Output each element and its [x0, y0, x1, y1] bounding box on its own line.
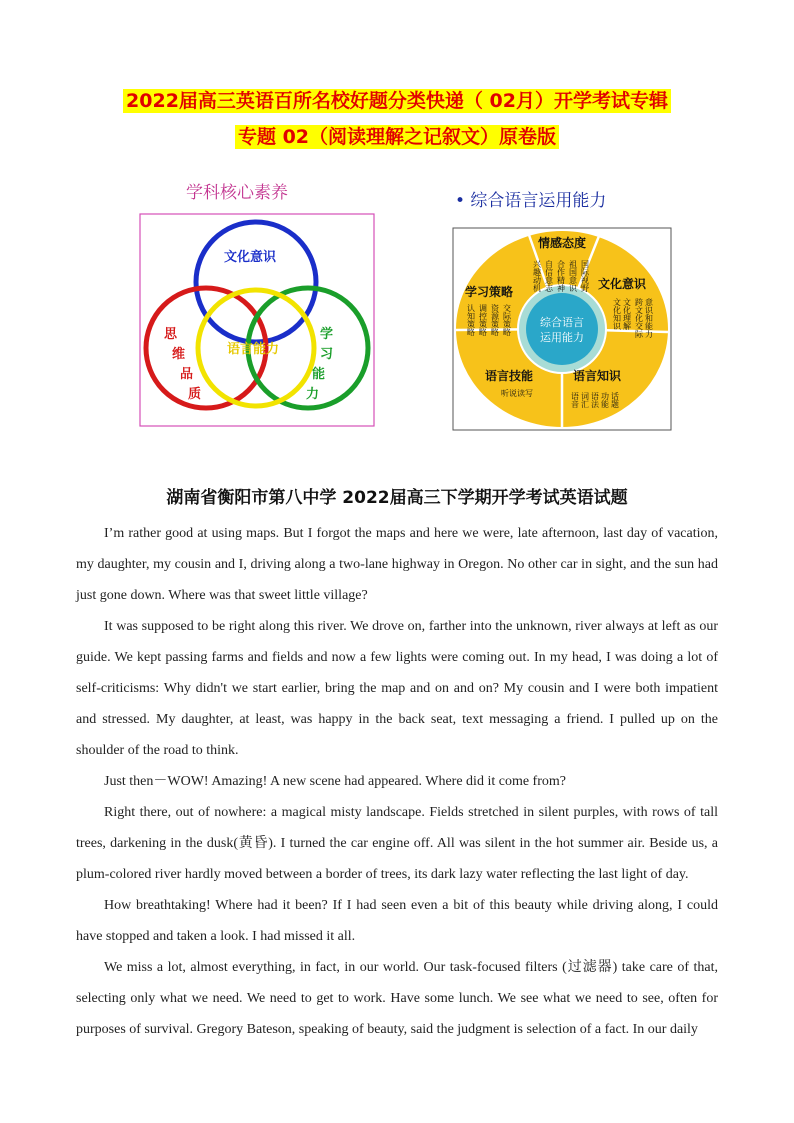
culture-sub-3: 跨文化交际	[634, 298, 644, 338]
document-title-line-1: 2022届高三英语百所名校好题分类快递（ 02月）开学考试专辑	[0, 86, 794, 113]
culture-label: 文化意识	[224, 250, 277, 265]
attitude-sub-3: 合作精神	[556, 260, 566, 292]
language-label: 语言能力	[227, 342, 280, 357]
paragraph: We miss a lot, almost everything, in fact, in our world. Our task-focused filters (过滤器) take care of that, selecting only what we need. We need to get to work. Have some lunch. We see what we need to see, often for purposes of survival. Gregory Bateson, speaking of beauty, said the judgment is selection of a fact. In our daily	[76, 960, 718, 1037]
thinking-label-4: 质	[188, 387, 202, 402]
learning-label-3: 能	[312, 367, 326, 382]
culture-sub-1: 文化知识	[612, 298, 622, 330]
attitude-sub-2: 自信意志	[544, 260, 554, 292]
learning-label-4: 力	[306, 387, 320, 402]
document-title-line-2: 专题 02（阅读理解之记叙文）原卷版	[0, 122, 794, 149]
exam-title: 湖南省衡阳市第八中学 2022届高三下学期开学考试英语试题	[166, 488, 628, 508]
thinking-label-3: 品	[180, 367, 194, 382]
learning-label-2: 习	[320, 347, 334, 362]
paragraph: It was supposed to be right along this river. We drove on, farther into the unknown, river always at left as our guide. We kept passing farms and fields and now a few lights were coming out. In my head, I was doing a lot of self-criticisms: Why didn't we start earlier, bring the map and on and on? My cousin and I were both impatient and stressed. My daughter, at least, was happy in the back seat, text messaging a friend. I pulled up on the shoulder of the road to think.	[76, 619, 718, 758]
knowledge-sub-2: 词汇	[580, 392, 590, 408]
strategy-sub-3: 资源策略	[490, 304, 500, 336]
attitude-sub-1: 兴趣动机	[532, 260, 542, 292]
culture-sub-2: 文化理解	[622, 298, 632, 330]
knowledge-sub-4: 功能	[600, 392, 610, 408]
reading-passage	[76, 518, 718, 1045]
strategy-sub-2: 调控策略	[478, 304, 488, 336]
attitude-label: 情感态度	[537, 236, 587, 250]
paragraph: I’m rather good at using maps. But I forgot the maps and here we were, late afternoon, last day of vacation, my daughter, my cousin and I, driving along a two-lane highway in Oregon. No other car in sight, and the sun had just gone down. Where was that sweet little village?	[76, 526, 718, 603]
strategy-sub-4: 交际策略	[502, 304, 512, 336]
language-ability-diagram	[447, 180, 677, 433]
skills-sub: 听说读写	[501, 389, 533, 398]
core-literacy-heading: 学科核心素养	[186, 183, 288, 203]
attitude-sub-5: 国际视野	[580, 260, 590, 292]
paragraph: Just then－WOW! Amazing! A new scene had appeared. Where did it come from?	[104, 774, 566, 789]
thinking-label-2: 维	[172, 347, 186, 362]
paragraph: How breathtaking! Where had it been? If I had seen even a bit of this beauty while driving along, I could have stopped and taken a look. I had missed it all.	[76, 898, 718, 944]
language-ability-heading: • 综合语言运用能力	[455, 191, 607, 211]
knowledge-sub-1: 语音	[570, 392, 580, 408]
attitude-sub-4: 祖国意识	[568, 260, 578, 292]
strategy-sub-1: 认知策略	[466, 304, 476, 336]
center-disc	[526, 293, 598, 365]
thinking-label-1: 思	[164, 327, 178, 342]
learning-label-1: 学	[320, 327, 334, 342]
skills-label: 语言技能	[484, 369, 534, 383]
culture-circle	[196, 222, 316, 342]
center-label-1: 综合语言	[540, 316, 584, 329]
core-literacy-diagram	[138, 170, 376, 428]
strategy-label: 学习策略	[464, 285, 514, 299]
knowledge-sub-3: 语法	[590, 392, 600, 408]
paragraph: Right there, out of nowhere: a magical misty landscape. Fields stretched in silent purples, with rows of tall trees, darkening in the dusk(黄昏). I turned the car engine off. All was silent in the hot summer air. Beside us, a plum-colored river hardly moved between a border of trees, its dark lazy water reflecting the last light of day.	[76, 805, 718, 882]
knowledge-sub-5: 话题	[610, 392, 620, 408]
center-label-2: 运用能力	[540, 331, 584, 344]
knowledge-label: 语言知识	[572, 369, 622, 383]
culture-sub-4: 意识和能力	[644, 298, 654, 338]
culture-seg-label: 文化意识	[597, 277, 647, 291]
